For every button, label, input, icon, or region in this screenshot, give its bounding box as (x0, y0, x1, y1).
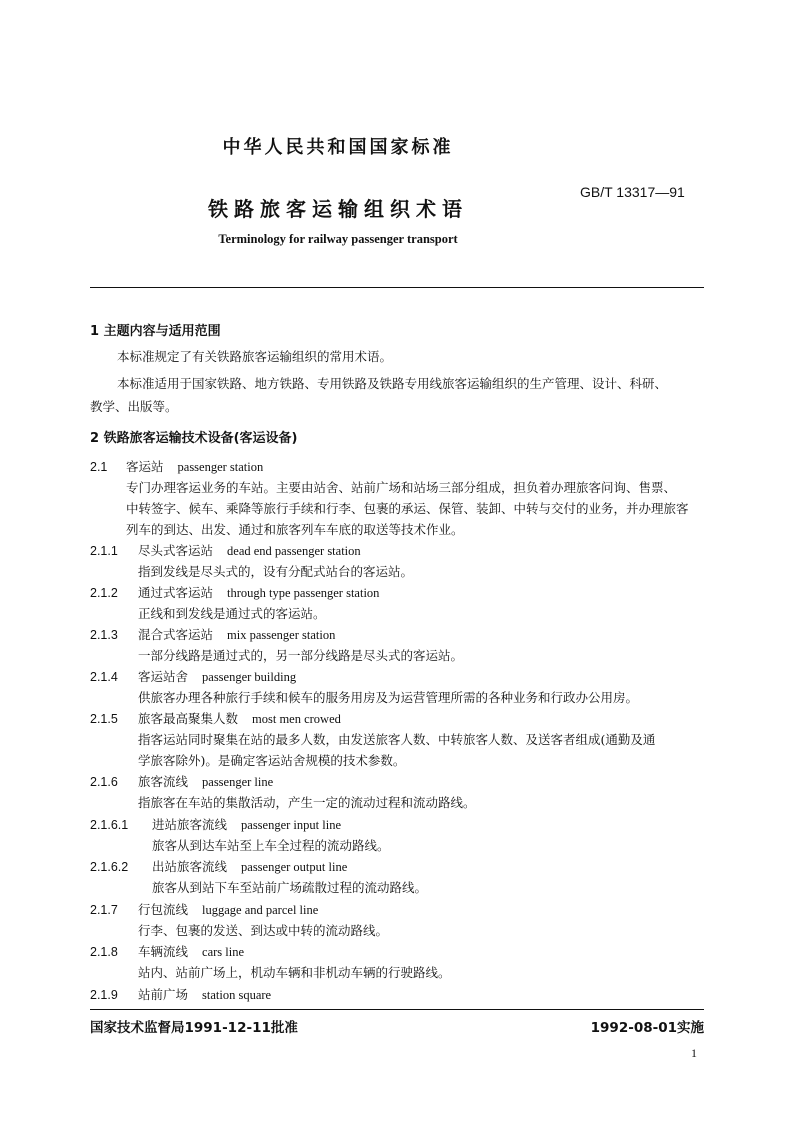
page-number: 1 (691, 1046, 697, 1060)
document-title-cn: 铁路旅客运输组织术语 (208, 197, 468, 221)
term-entry: 2.1 客运站 passenger station (90, 459, 264, 474)
term-definition: 指旅客在车站的集散活动，产生一定的流动过程和流动路线。 (138, 795, 476, 810)
term-definition: 供旅客办理各种旅行手续和候车的服务用房及为运营管理所需的各种业务和行政办公用房。 (138, 690, 639, 705)
section-1-para-2: 本标准适用于国家铁路、地方铁路、专用铁路及铁路专用线旅客运输组织的生产管理、设计、科研、 (117, 376, 668, 391)
term-entry: 2.1.4 客运站舍 passenger building (90, 669, 297, 684)
section-1-heading: 1 主题内容与适用范围 (90, 324, 221, 339)
term-entry: 2.1.6.2 出站旅客流线 passenger output line (90, 859, 348, 874)
term-definition: 旅客从到达车站至上车全过程的流动路线。 (152, 838, 390, 853)
term-definition: 旅客从到站下车至站前广场疏散过程的流动路线。 (152, 880, 428, 895)
term-entry: 2.1.5 旅客最高聚集人数 most men crowed (90, 711, 341, 726)
footer-divider (90, 1009, 704, 1010)
term-entry: 2.1.2 通过式客运站 through type passenger station (90, 585, 380, 600)
term-entry: 2.1.8 车辆流线 cars line (90, 944, 245, 959)
standard-code: GB/T 13317—91 (580, 184, 685, 200)
header-divider (90, 287, 704, 288)
standard-org-heading: 中华人民共和国国家标准 (222, 137, 454, 158)
term-definition: 站内、站前广场上，机动车辆和非机动车辆的行驶路线。 (138, 965, 451, 980)
term-definition: 专门办理客运业务的车站。主要由站舍、站前广场和站场三部分组成，担负着办理旅客问询、售票、 中转签字、候车、乘降等旅行手续和行李、包裹的承运、保管、装卸、中转与交付的业务，并办理旅客 列车的到达、出发、通过和旅客列车车底的取送等技术作业。 (126, 480, 689, 537)
term-definition: 正线和到发线是通过式的客运站。 (138, 606, 326, 621)
section-1-para-2-cont: 教学、出版等。 (90, 399, 178, 414)
approval-line: 国家技术监督局1991-12-11批准 (90, 1020, 298, 1036)
term-entry: 2.1.7 行包流线 luggage and parcel line (90, 902, 319, 917)
term-entry: 2.1.6 旅客流线 passenger line (90, 774, 274, 789)
term-definition: 行李、包裹的发送、到达或中转的流动路线。 (138, 923, 389, 938)
term-entry: 2.1.1 尽头式客运站 dead end passenger station (90, 543, 361, 558)
document-title-en: Terminology for railway passenger transport (218, 232, 458, 246)
term-entry: 2.1.3 混合式客运站 mix passenger station (90, 627, 336, 642)
section-1-para-1: 本标准规定了有关铁路旅客运输组织的常用术语。 (117, 349, 393, 364)
section-2-heading: 2 铁路旅客运输技术设备(客运设备) (90, 431, 298, 446)
term-entry: 2.1.6.1 进站旅客流线 passenger input line (90, 817, 341, 832)
term-definition: 指到发线是尽头式的，设有分配式站台的客运站。 (138, 564, 414, 579)
term-definition: 指客运站同时聚集在站的最多人数，由发送旅客人数、中转旅客人数、及送客者组成(通勤及通 学旅客除外)。是确定客运站舍规模的技术参数。 (138, 732, 656, 768)
effective-date: 1992-08-01实施 (590, 1020, 704, 1036)
term-definition: 一部分线路是通过式的，另一部分线路是尽头式的客运站。 (138, 648, 464, 663)
term-entry: 2.1.9 站前广场 station square (90, 987, 272, 1002)
